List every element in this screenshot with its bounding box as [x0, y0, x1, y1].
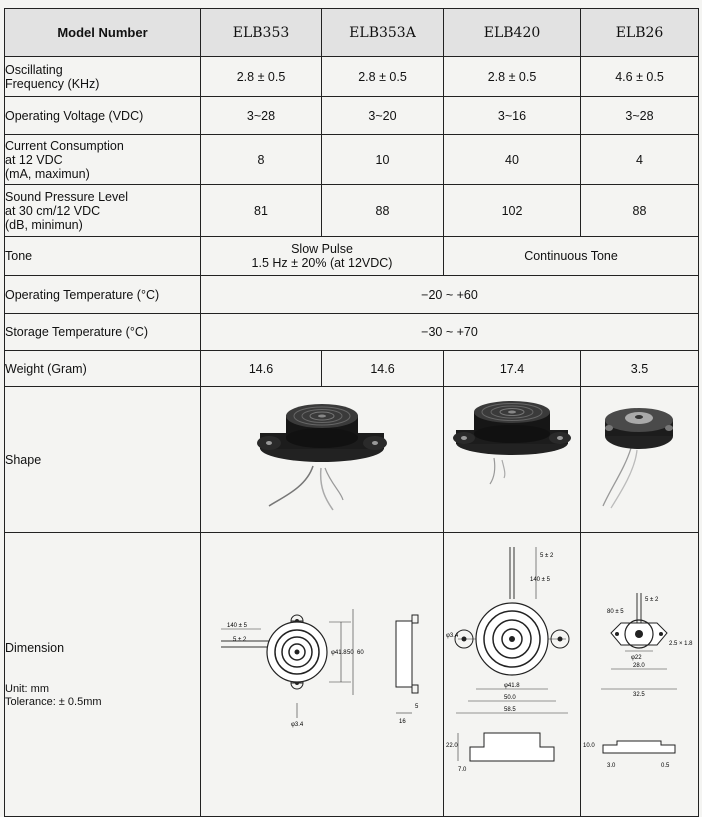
cell-slow-pulse: [201, 237, 444, 276]
dim-label: 3.0: [607, 763, 616, 769]
label-line: (dB, minimun): [5, 217, 83, 232]
label-tone: Tone: [5, 237, 201, 276]
label-oscillating-frequency: [5, 57, 201, 97]
label-line: Oscillating: [5, 62, 63, 77]
drawing-elb353: [201, 533, 444, 813]
cell-value: 14.6: [201, 351, 322, 387]
shape-elb26: [581, 387, 699, 533]
dim-label: 5 ± 2: [540, 553, 554, 559]
row-operating-voltage: [5, 97, 699, 135]
label-dimension-cell: [5, 533, 201, 817]
cell-value: 3~20: [322, 97, 444, 135]
cell-value: 17.4: [444, 351, 581, 387]
drawing-elb420: [444, 533, 580, 813]
shape-elb353: [201, 387, 444, 533]
label-line: Current Consumption: [5, 138, 124, 153]
label-dimension: Dimension: [5, 640, 65, 655]
cell-value: 4: [581, 135, 699, 185]
label-shape: Shape: [5, 387, 201, 533]
row-tone: [5, 237, 699, 276]
dim-label: 2.5 × 1.8: [669, 641, 693, 647]
model-elb353: ELB353: [201, 9, 322, 57]
model-elb26: ELB26: [581, 9, 699, 57]
dim-label: 7.0: [458, 767, 467, 773]
tolerance-note: Tolerance: ± 0.5mm: [5, 695, 102, 708]
cell-value: 3~16: [444, 97, 581, 135]
label-operating-voltage: Operating Voltage (VDC): [5, 97, 201, 135]
label-line: at 30 cm/12 VDC: [5, 203, 101, 218]
row-shape: [5, 387, 699, 533]
spec-table: [4, 8, 699, 817]
cell-value: 102: [444, 185, 581, 237]
slow-pulse-line: Slow Pulse: [291, 242, 353, 256]
dim-label: 140 ± 5: [530, 577, 550, 583]
cell-value: 2.8 ± 0.5: [444, 57, 581, 97]
cell-value: −30 ~ +70: [201, 314, 699, 351]
shape-elb420: [444, 387, 581, 533]
dim-label: 5: [415, 704, 419, 710]
dim-label: 0.5: [661, 763, 670, 769]
row-oscillating-frequency: [5, 57, 699, 97]
model-elb353a: ELB353A: [322, 9, 444, 57]
dim-label: 5 ± 2: [645, 597, 659, 603]
cell-value: 4.6 ± 0.5: [581, 57, 699, 97]
row-sound-pressure-level: [5, 185, 699, 237]
dim-label: 10.0: [583, 743, 595, 749]
dim-label: 50.0: [504, 695, 516, 701]
dimension-elb26: [581, 533, 699, 817]
dim-label: φ3.4: [446, 633, 459, 639]
dim-label: φ41.8: [504, 683, 520, 689]
header-row: [5, 9, 699, 57]
row-operating-temperature: [5, 276, 699, 314]
buzzer-elb353-image: [201, 388, 444, 528]
dim-label: 80 ± 5: [607, 609, 624, 615]
label-storage-temperature: Storage Temperature (°C): [5, 314, 201, 351]
label-sound-pressure-level: [5, 185, 201, 237]
dim-label: φ22: [631, 655, 642, 661]
row-weight: [5, 351, 699, 387]
cell-value: 40: [444, 135, 581, 185]
dim-label: 140 ± 5: [227, 623, 247, 629]
label-weight: Weight (Gram): [5, 351, 201, 387]
model-number-header: Model Number: [5, 9, 201, 57]
cell-value: 81: [201, 185, 322, 237]
cell-continuous-tone: Continuous Tone: [444, 237, 699, 276]
cell-value: 88: [581, 185, 699, 237]
dim-label: 60: [357, 650, 364, 656]
label-line: (mA, maximun): [5, 166, 90, 181]
cell-value: −20 ~ +60: [201, 276, 699, 314]
dim-label: 5 ± 2: [233, 637, 247, 643]
dim-label: 32.5: [633, 692, 645, 698]
dim-label: 58.5: [504, 707, 516, 713]
label-operating-temperature: Operating Temperature (°C): [5, 276, 201, 314]
cell-value: 2.8 ± 0.5: [201, 57, 322, 97]
cell-value: 2.8 ± 0.5: [322, 57, 444, 97]
dim-label: 22.0: [446, 743, 458, 749]
drawing-elb26: [581, 533, 698, 813]
label-current-consumption: [5, 135, 201, 185]
slow-pulse-line: 1.5 Hz ± 20% (at 12VDC): [251, 256, 393, 270]
dimension-notes: [5, 683, 200, 709]
dim-label: φ41.8: [331, 650, 347, 656]
buzzer-elb26-image: [581, 388, 698, 528]
cell-value: 10: [322, 135, 444, 185]
unit-note: Unit: mm: [5, 682, 49, 695]
dimension-elb420: [444, 533, 581, 817]
buzzer-elb420-image: [444, 388, 580, 528]
label-line: at 12 VDC: [5, 152, 63, 167]
cell-value: 8: [201, 135, 322, 185]
cell-value: 3~28: [201, 97, 322, 135]
row-storage-temperature: [5, 314, 699, 351]
model-elb420: ELB420: [444, 9, 581, 57]
row-current-consumption: [5, 135, 699, 185]
dim-label: φ3.4: [291, 722, 304, 728]
label-line: Frequency (KHz): [5, 76, 100, 91]
dim-label: 16: [399, 719, 406, 725]
cell-value: 88: [322, 185, 444, 237]
cell-value: 14.6: [322, 351, 444, 387]
dim-label: 28.0: [633, 663, 645, 669]
row-dimension: [5, 533, 699, 817]
dim-label: 50: [347, 650, 354, 656]
label-line: Sound Pressure Level: [5, 189, 128, 204]
dimension-elb353: [201, 533, 444, 817]
cell-value: 3.5: [581, 351, 699, 387]
cell-value: 3~28: [581, 97, 699, 135]
